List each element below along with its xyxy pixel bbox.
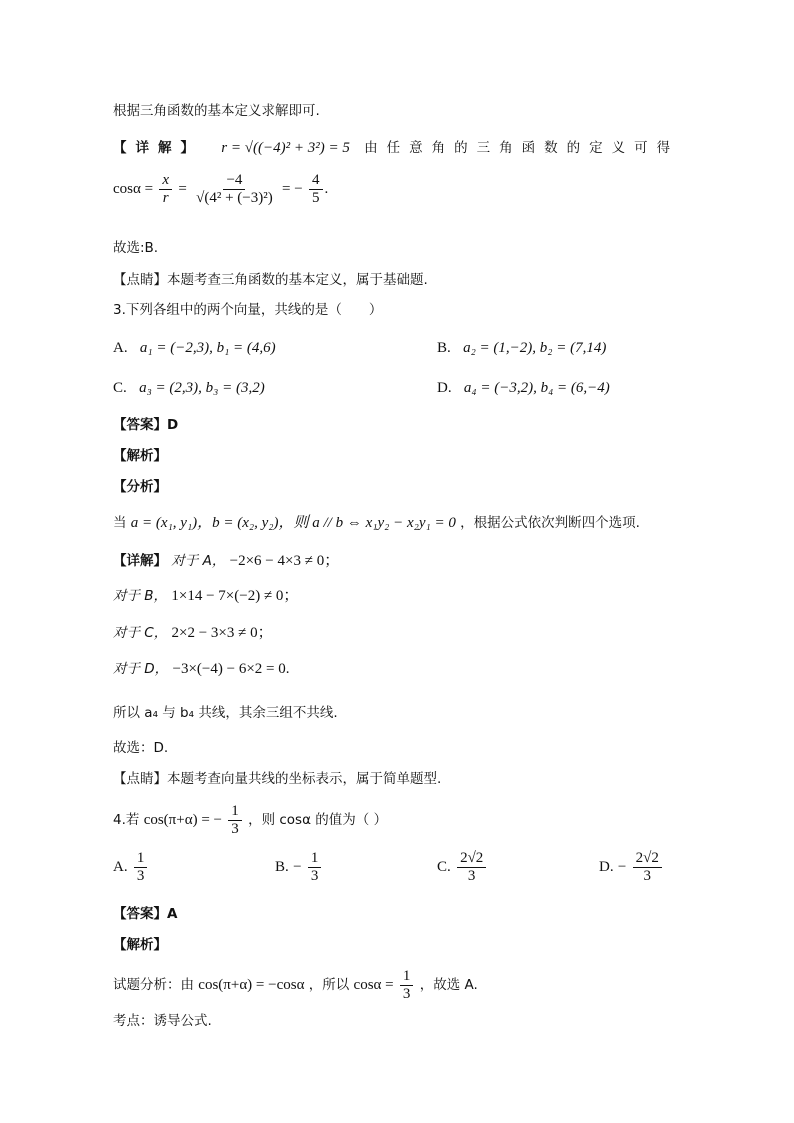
q3-check-b-prefix: 对于 B，: [113, 588, 168, 604]
q4-analysis-mid: ，所以: [308, 977, 350, 993]
q3-check-a: [113, 551, 339, 571]
q3-option-c-expr: a₃ = (2,3), b₃ = (3,2): [139, 380, 265, 396]
q2-frac-r: r: [162, 190, 169, 206]
q4-option-b-sign: −: [293, 859, 302, 875]
q3-conclusion: 所以 a₄ 与 b₄ 共线，其余三组不共线.: [113, 705, 338, 721]
q4-option-c: [437, 850, 488, 885]
q2-frac-x: x: [159, 172, 172, 190]
q4-option-a-den: 3: [136, 868, 145, 884]
q4-stem-frac: [228, 803, 242, 838]
q4-option-c-frac: [457, 850, 486, 885]
q3-check-c-expr: 2×2 − 3×3 ≠ 0；: [171, 625, 273, 641]
q3-check-a-expr: −2×6 − 4×3 ≠ 0；: [229, 553, 340, 569]
q2-frac-main-num: −4: [223, 172, 245, 190]
q3-check-a-prefix: 对于 A，: [171, 553, 226, 569]
q2-frac-main: [193, 172, 276, 207]
q3-answer: 【答案】D: [113, 417, 179, 433]
q4-option-c-num: 2√2: [457, 850, 486, 868]
q4-option-d-sign: −: [617, 859, 627, 875]
q3-option-a-expr: a₁ = (−2,3), b₁ = (4,6): [139, 340, 276, 356]
q4-option-b-label: B.: [275, 859, 289, 875]
q3-check-c: [113, 623, 273, 643]
q4-kaodian: 考点：诱导公式.: [113, 1013, 212, 1029]
q2-frac-result-num: 4: [309, 172, 323, 190]
q2-cos-rhs-sign: = −: [282, 181, 303, 197]
q2-frac-result: [309, 172, 323, 207]
q4-stem-frac-den: 3: [231, 821, 239, 837]
q4-stem: [113, 803, 387, 838]
q4-stem-frac-num: 1: [228, 803, 242, 821]
q2-detail-label: 【详解】: [113, 140, 203, 156]
q4-option-d-den: 3: [643, 868, 652, 884]
q2-frac-main-den: √(4² + (−3)²): [196, 190, 273, 206]
q4-option-b: [275, 850, 323, 885]
q4-option-d-label: D.: [599, 859, 614, 875]
q3-choose: 故选：D.: [113, 740, 169, 756]
q3-check-b-expr: 1×14 − 7×(−2) ≠ 0；: [171, 588, 299, 604]
q4-option-c-den: 3: [467, 868, 476, 884]
q3-option-c: [113, 378, 265, 398]
q2-comment: 【点睛】本题考查三角函数的基本定义，属于基础题.: [113, 272, 428, 288]
q4-option-b-frac: [308, 850, 322, 885]
q4-analysis-line: [113, 968, 478, 1003]
q3-detail-label: 【详解】: [113, 553, 167, 569]
q4-analysis-suffix: ，故选 A.: [419, 977, 478, 993]
q3-comment: 【点睛】本题考查向量共线的坐标表示，属于简单题型.: [113, 771, 442, 787]
q2-r-expr: r = √((−4)² + 3²) = 5: [221, 140, 350, 156]
q2-detail-line: [113, 138, 679, 158]
q2-intro: 根据三角函数的基本定义求解即可.: [113, 103, 320, 119]
q4-option-b-den: 3: [310, 868, 319, 884]
q3-option-c-label: C.: [113, 380, 127, 396]
q3-check-d: [113, 659, 289, 679]
q4-stem-prefix: 4.若: [113, 812, 140, 828]
q4-answer: 【答案】A: [113, 906, 178, 922]
q3-check-b: [113, 586, 298, 606]
q3-rule-prefix: 当: [113, 515, 127, 531]
q3-check-c-prefix: 对于 C，: [113, 625, 168, 641]
q4-option-c-label: C.: [437, 859, 451, 875]
q3-analysis-label: 【解析】: [113, 448, 167, 464]
q3-check-d-expr: −3×(−4) − 6×2 = 0.: [172, 661, 290, 677]
q3-option-d-expr: a₄ = (−3,2), b₄ = (6,−4): [463, 380, 610, 396]
q2-cos-lhs: cosα =: [113, 181, 154, 197]
q3-option-a-label: A.: [113, 340, 128, 356]
q3-option-d: [437, 378, 610, 398]
q3-check-d-prefix: 对于 D，: [113, 661, 169, 677]
q2-cos-line: cosα = $\frac{x}{r}$ = $\frac{-4}{\text{√(4² + (−3)²)}}$ = − $\frac{4}{5}$ .: [113, 172, 329, 206]
q3-option-b-expr: a₂ = (1,−2), b₂ = (7,14): [463, 340, 607, 356]
q4-stem-suffix: ，则 cosα 的值为（ ）: [248, 812, 388, 828]
q4-stem-expr: cos(π+α) = −: [143, 812, 222, 828]
q2-frac-result-den: 5: [312, 190, 320, 206]
q4-analysis-frac-num: 1: [400, 968, 414, 986]
q3-option-d-label: D.: [437, 380, 452, 396]
q4-option-d-num: 2√2: [633, 850, 662, 868]
q2-answer: 故选:B.: [113, 240, 159, 256]
q4-option-d: [599, 850, 664, 885]
q3-stem: 3.下列各组中的两个向量，共线的是（ ）: [113, 302, 383, 318]
q4-analysis-prefix: 试题分析：由: [113, 977, 194, 993]
q3-option-b: [437, 338, 606, 358]
q4-analysis-expr2: cosα =: [353, 977, 394, 993]
q4-option-b-num: 1: [308, 850, 322, 868]
q4-option-a-num: 1: [134, 850, 148, 868]
q3-rule-line: [113, 513, 640, 533]
q4-option-a-label: A.: [113, 859, 128, 875]
q4-option-a: [113, 850, 149, 885]
q3-fenxi-label: 【分析】: [113, 479, 167, 495]
q3-option-a: [113, 338, 276, 358]
q4-option-d-frac: [633, 850, 662, 885]
q3-rule-suffix: ，根据公式依次判断四个选项.: [460, 515, 640, 531]
q2-frac-xr: [159, 172, 172, 207]
q3-option-b-label: B.: [437, 340, 451, 356]
q4-option-a-frac: [134, 850, 148, 885]
q4-analysis-label: 【解析】: [113, 937, 167, 953]
q4-analysis-frac-den: 3: [402, 986, 411, 1002]
q2-detail-text: 由任意角的三角函数的定义可得: [364, 140, 680, 156]
q3-rule-expr: a = (x₁, y₁)，b = (x₂, y₂)，则 a // b ⇔ x₁y₂ − x₂y₁ = 0: [130, 515, 456, 531]
q4-analysis-frac: [400, 968, 414, 1003]
q4-analysis-expr1: cos(π+α) = −cosα: [198, 977, 305, 993]
